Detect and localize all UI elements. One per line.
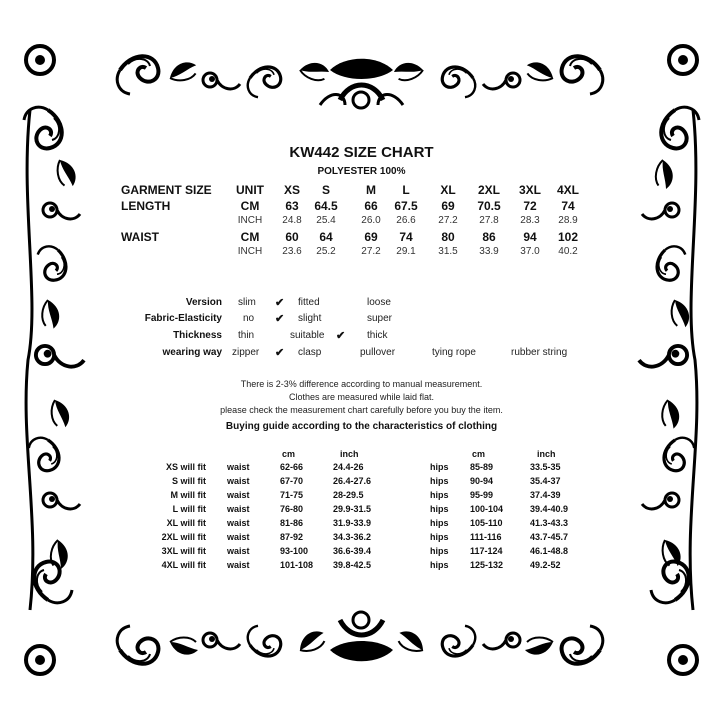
inch-value: 24.4-26 xyxy=(333,462,364,472)
option-rubber-string: rubber string xyxy=(511,347,568,358)
value-cell: 26.0 xyxy=(361,215,381,226)
value-cell: 60 xyxy=(285,230,299,244)
inch-value: 39.8-42.5 xyxy=(333,560,372,570)
size-label: XL will fit xyxy=(166,518,206,528)
size-header: 3XL xyxy=(518,183,541,197)
column-header-cm: cm xyxy=(282,449,296,459)
value-cell: 94 xyxy=(523,230,537,244)
measure-label: waist xyxy=(227,546,250,556)
checkmark-icon: ✔ xyxy=(275,297,285,309)
cm-value: 125-132 xyxy=(470,560,504,570)
inch-value: 31.9-33.9 xyxy=(333,518,372,528)
value-cell: 28.9 xyxy=(558,215,578,226)
value-cell: 86 xyxy=(482,230,496,244)
column-header-cm: cm xyxy=(472,449,486,459)
cm-value: 71-75 xyxy=(280,490,304,500)
measure-label: waist xyxy=(227,490,250,500)
measure-label: hips xyxy=(430,504,449,514)
measurement-note: please check the measurement chart carefully before you buy the item. xyxy=(220,405,503,415)
value-cell: 64.5 xyxy=(314,199,338,213)
cm-value: 67-70 xyxy=(280,476,304,486)
inch-value: 34.3-36.2 xyxy=(333,532,372,542)
garment-size-header: GARMENT SIZE xyxy=(121,183,212,197)
value-cell: 23.6 xyxy=(282,246,302,257)
size-label: XS will fit xyxy=(165,462,206,472)
value-cell: 66 xyxy=(364,199,378,213)
measure-label: hips xyxy=(430,476,449,486)
option-thick: thick xyxy=(367,330,388,341)
size-label: 2XL will fit xyxy=(161,532,206,542)
inch-value: 46.1-48.8 xyxy=(530,546,569,556)
cm-value: 76-80 xyxy=(280,504,304,514)
label-version: Version xyxy=(185,297,222,308)
value-cell: 29.1 xyxy=(396,246,416,257)
cm-value: 101-108 xyxy=(280,560,314,570)
value-cell: 33.9 xyxy=(479,246,499,257)
cm-value: 87-92 xyxy=(280,532,304,542)
measurement-note: There is 2-3% difference according to manual measurement. xyxy=(240,379,483,389)
measure-label: waist xyxy=(227,532,250,542)
left-ornament xyxy=(24,107,84,610)
option-super: super xyxy=(367,313,393,324)
measure-label: waist xyxy=(227,504,250,514)
chart-subtitle: POLYESTER 100% xyxy=(317,166,406,177)
value-cell: 74 xyxy=(399,230,413,244)
inch-value: 29.9-31.5 xyxy=(333,504,372,514)
size-header: XS xyxy=(283,183,300,197)
inch-value: 43.7-45.7 xyxy=(530,532,569,542)
row-label-waist: WAIST xyxy=(121,230,159,244)
measure-label: hips xyxy=(430,490,449,500)
size-label: M will fit xyxy=(170,490,206,500)
size-header: 4XL xyxy=(556,183,579,197)
unit-cell: INCH xyxy=(237,246,263,257)
option-slight: slight xyxy=(298,313,322,324)
inch-value: 41.3-43.3 xyxy=(530,518,569,528)
option-no: no xyxy=(243,313,255,324)
measure-label: hips xyxy=(430,546,449,556)
option-loose: loose xyxy=(367,297,391,308)
corner-ornaments xyxy=(26,46,697,674)
option-suitable: suitable xyxy=(290,330,325,341)
unit-cell: INCH xyxy=(237,215,263,226)
value-cell: 70.5 xyxy=(477,199,501,213)
value-cell: 80 xyxy=(441,230,455,244)
size-header: XL xyxy=(440,183,456,197)
inch-value: 33.5-35 xyxy=(530,462,561,472)
measure-label: hips xyxy=(430,518,449,528)
checkmark-icon: ✔ xyxy=(275,347,285,359)
measure-label: hips xyxy=(430,560,449,570)
size-header: S xyxy=(321,183,330,197)
unit-cell: CM xyxy=(240,199,260,213)
value-cell: 28.3 xyxy=(520,215,540,226)
cm-value: 62-66 xyxy=(280,462,304,472)
buying-guide-title: Buying guide according to the characteristics of clothing xyxy=(225,421,498,432)
value-cell: 72 xyxy=(523,199,537,213)
column-header-inch: inch xyxy=(340,449,359,459)
value-cell: 27.8 xyxy=(479,215,499,226)
size-label: 4XL will fit xyxy=(161,560,206,570)
measure-label: waist xyxy=(227,518,250,528)
option-pullover: pullover xyxy=(360,347,396,358)
value-cell: 25.4 xyxy=(316,215,336,226)
value-cell: 69 xyxy=(364,230,378,244)
bottom-ornament xyxy=(117,612,603,664)
inch-value: 36.6-39.4 xyxy=(333,546,372,556)
cm-value: 90-94 xyxy=(470,476,494,486)
cm-value: 105-110 xyxy=(470,518,503,528)
cm-value: 100-104 xyxy=(470,504,504,514)
measure-label: waist xyxy=(227,560,250,570)
inch-value: 28-29.5 xyxy=(333,490,364,500)
cm-value: 111-116 xyxy=(470,532,502,542)
size-label: 3XL will fit xyxy=(161,546,206,556)
inch-value: 37.4-39 xyxy=(530,490,561,500)
unit-cell: CM xyxy=(240,230,260,244)
measure-label: waist xyxy=(227,462,250,472)
inch-value: 49.2-52 xyxy=(530,560,561,570)
value-cell: 74 xyxy=(561,199,575,213)
cm-value: 93-100 xyxy=(280,546,309,556)
value-cell: 40.2 xyxy=(558,246,578,257)
measurement-note: Clothes are measured while laid flat. xyxy=(288,392,435,402)
value-cell: 25.2 xyxy=(316,246,336,257)
value-cell: 27.2 xyxy=(438,215,458,226)
option-thin: thin xyxy=(238,330,255,341)
checkmark-icon: ✔ xyxy=(275,313,285,325)
unit-header: UNIT xyxy=(236,183,264,197)
chart-title: KW442 SIZE CHART xyxy=(289,144,434,161)
cm-value: 117-124 xyxy=(470,546,503,556)
measure-label: hips xyxy=(430,532,449,542)
label-thickness: Thickness xyxy=(173,330,222,341)
option-slim: slim xyxy=(238,297,256,308)
option-fitted: fitted xyxy=(298,297,320,308)
measure-label: hips xyxy=(430,462,449,472)
value-cell: 37.0 xyxy=(520,246,540,257)
value-cell: 69 xyxy=(441,199,455,213)
value-cell: 31.5 xyxy=(438,246,458,257)
cm-value: 95-99 xyxy=(470,490,494,500)
inch-value: 39.4-40.9 xyxy=(530,504,569,514)
inch-value: 35.4-37 xyxy=(530,476,561,486)
size-header: 2XL xyxy=(477,183,500,197)
option-tying-rope: tying rope xyxy=(432,347,476,358)
size-label: L will fit xyxy=(172,504,206,514)
value-cell: 27.2 xyxy=(361,246,381,257)
top-ornament xyxy=(117,56,603,108)
cm-value: 85-89 xyxy=(470,462,494,472)
label-fabric-elasticity: Fabric-Elasticity xyxy=(144,313,222,324)
label-wearing-way: wearing way xyxy=(162,347,222,358)
cm-value: 81-86 xyxy=(280,518,304,528)
value-cell: 24.8 xyxy=(282,215,302,226)
value-cell: 64 xyxy=(319,230,333,244)
inch-value: 26.4-27.6 xyxy=(333,476,372,486)
value-cell: 67.5 xyxy=(394,199,418,213)
option-clasp: clasp xyxy=(298,347,322,358)
row-label-length: LENGTH xyxy=(121,199,171,213)
checkmark-icon: ✔ xyxy=(336,330,346,342)
value-cell: 102 xyxy=(557,230,579,244)
column-header-inch: inch xyxy=(537,449,556,459)
option-zipper: zipper xyxy=(232,347,260,358)
size-header: M xyxy=(366,183,376,197)
value-cell: 26.6 xyxy=(396,215,416,226)
measure-label: waist xyxy=(227,476,250,486)
size-header: L xyxy=(402,183,410,197)
size-label: S will fit xyxy=(171,476,206,486)
value-cell: 63 xyxy=(285,199,299,213)
right-ornament xyxy=(639,107,699,610)
